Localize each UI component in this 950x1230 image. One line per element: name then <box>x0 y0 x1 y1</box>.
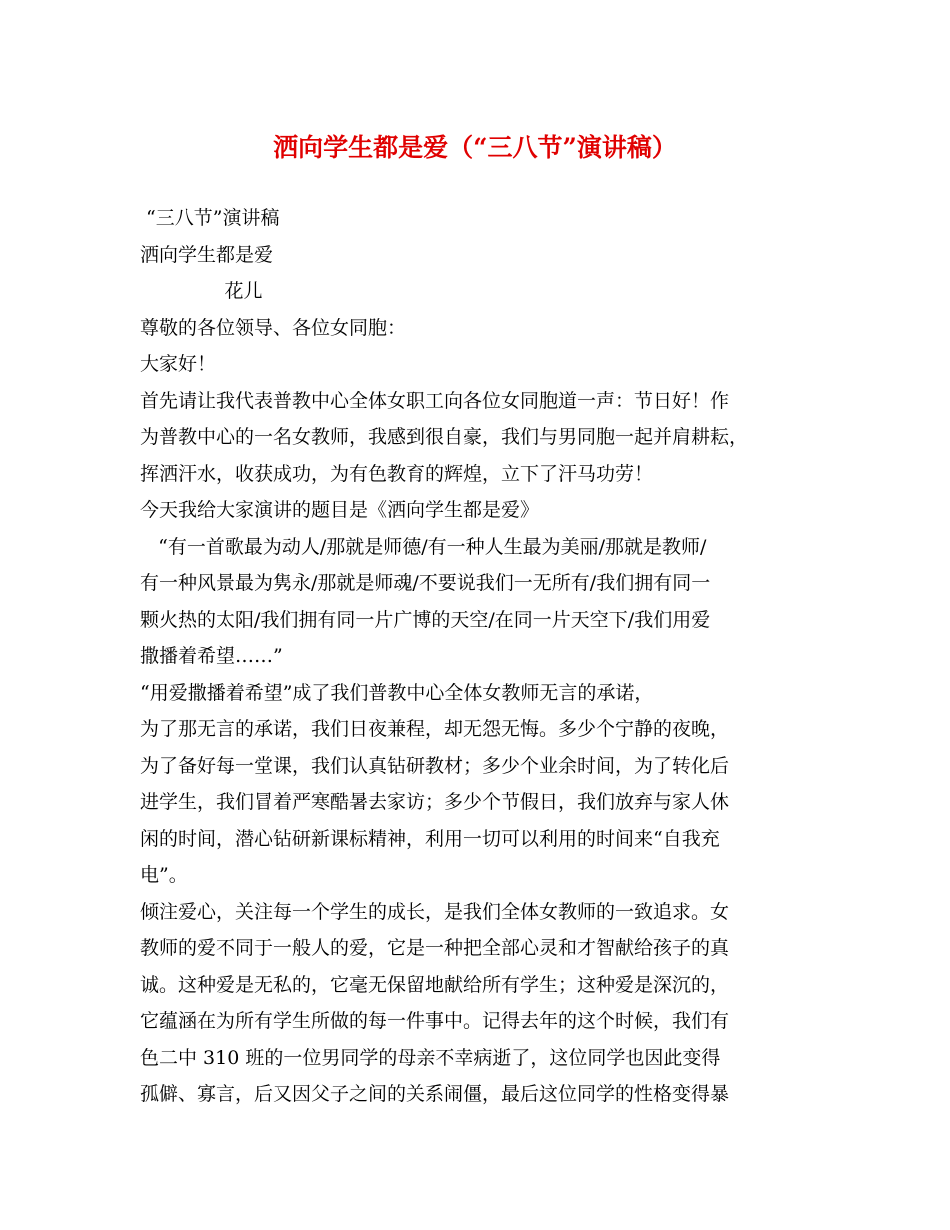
body-line: 色二中 310 班的一位男同学的母亲不幸病逝了，这位同学也因此变得 <box>140 1046 721 1069</box>
document-title: 洒向学生都是爱（“三八节”演讲稿） <box>273 133 677 162</box>
body-line: 洒向学生都是爱 <box>140 243 274 266</box>
body-line: 为了备好每一堂课，我们认真钻研教材；多少个业余时间，为了转化后 <box>140 754 730 777</box>
body-line: 孤僻、寡言，后又因父子之间的关系闹僵，最后这位同学的性格变得暴 <box>140 1083 730 1105</box>
body-line: 今天我给大家演讲的题目是《洒向学生都是爱》 <box>140 499 540 521</box>
body-line: 尊敬的各位领导、各位女同胞： <box>140 316 407 339</box>
body-line: 进学生，我们冒着严寒酷暑去家访；多少个节假日，我们放弃与家人休 <box>140 791 730 813</box>
body-line: “三八节”演讲稿 <box>140 207 280 229</box>
body-line: “有一首歌最为动人/那就是师德/有一种人生最为美丽/那就是教师/ <box>140 535 707 558</box>
body-line: 为了那无言的承诺，我们日夜兼程，却无怨无悔。多少个宁静的夜晚， <box>140 718 730 740</box>
body-line: 首先请让我代表普教中心全体女职工向各位女同胞道一声：节日好！作 <box>140 389 730 412</box>
body-line: 有一种风景最为隽永/那就是师魂/不要说我们一无所有/我们拥有同一 <box>140 572 711 594</box>
body-line: 倾注爱心，关注每一个学生的成长，是我们全体女教师的一致追求。女 <box>140 900 730 923</box>
body-line: “用爱撒播着希望”成了我们普教中心全体女教师无言的承诺， <box>140 681 654 704</box>
body-line: 大家好！ <box>140 353 217 375</box>
body-line: 为普教中心的一名女教师，我感到很自豪，我们与男同胞一起并肩耕耘， <box>140 426 749 448</box>
body-line: 诚。这种爱是无私的，它毫无保留地献给所有学生；这种爱是深沉的， <box>140 973 730 996</box>
body-line: 撒播着希望……” <box>140 645 283 667</box>
body-line: 教师的爱不同于一般人的爱，它是一种把全部心灵和才智献给孩子的真 <box>140 937 730 959</box>
body-line: 颗火热的太阳/我们拥有同一片广博的天空/在同一片天空下/我们用爱 <box>140 608 711 631</box>
body-line: 花儿 <box>140 280 263 302</box>
body-line: 闲的时间，潜心钻研新课标精神，利用一切可以利用的时间来“自我充 <box>140 827 720 850</box>
body-line: 它蕴涵在为所有学生所做的每一件事中。记得去年的这个时候，我们有 <box>140 1010 730 1032</box>
document-body <box>140 200 840 1113</box>
body-line: 电”。 <box>140 864 188 886</box>
body-line: 挥洒汗水，收获成功，为有色教育的辉煌，立下了汗马功劳！ <box>140 462 654 485</box>
